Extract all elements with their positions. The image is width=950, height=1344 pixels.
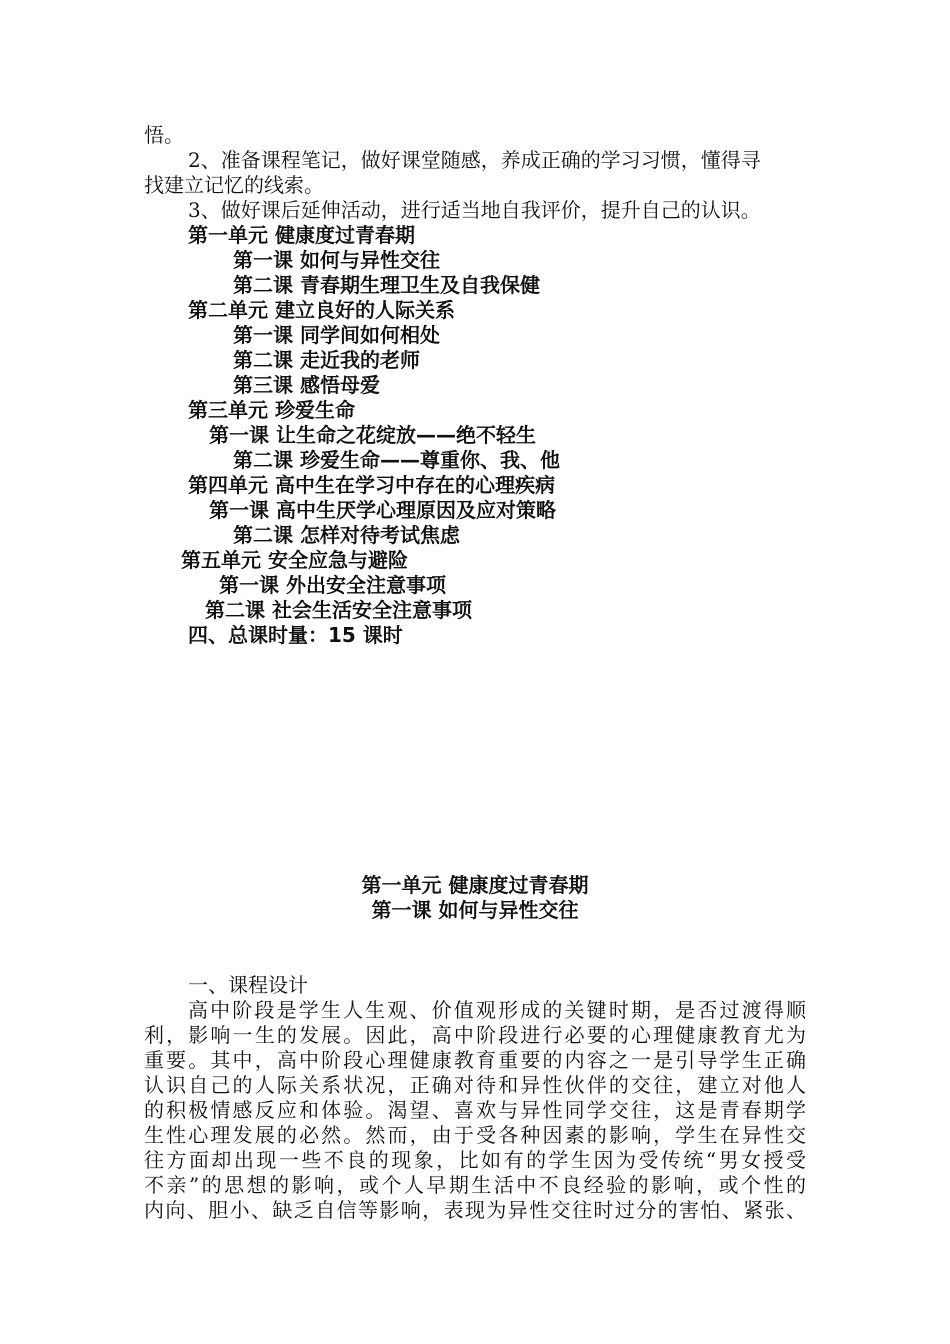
outline-unit: 第一单元 健康度过青春期	[188, 223, 415, 247]
paragraph-line: 生性心理发展的必然。然而，由于受各种因素的影响，学生在异性交	[144, 1123, 806, 1147]
outline-unit: 第五单元 安全应急与避险	[181, 548, 408, 572]
outline-lesson: 第二课 青春期生理卫生及自我保健	[233, 273, 540, 297]
outline-unit: 第二单元 建立良好的人际关系	[188, 298, 455, 322]
intro-line: 2、准备课程笔记，做好课堂随感，养成正确的学习习惯，懂得寻	[188, 148, 761, 172]
outline-lesson: 第一课 外出安全注意事项	[219, 573, 446, 597]
paragraph-line: 内向、胆小、缺乏自信等影响，表现为异性交往时过分的害怕、紧张、	[144, 1198, 806, 1222]
outline-unit: 第四单元 高中生在学习中存在的心理疾病	[188, 473, 555, 497]
outline-lesson: 第一课 如何与异性交往	[233, 248, 440, 272]
outline-lesson: 第二课 社会生活安全注意事项	[205, 598, 472, 622]
intro-line: 找建立记忆的线索。	[144, 173, 324, 197]
intro-line: 3、做好课后延伸活动，进行适当地自我评价，提升自己的认识。	[188, 198, 761, 222]
outline-lesson: 第三课 感悟母爱	[233, 373, 380, 397]
outline-lesson: 第一课 同学间如何相处	[233, 323, 440, 347]
paragraph-line: 的积极情感反应和体验。渴望、喜欢与异性同学交往，这是青春期学	[144, 1098, 806, 1122]
outline-lesson: 第二课 珍爱生命——尊重你、我、他	[233, 448, 560, 472]
section-heading: 一、课程设计	[188, 973, 308, 997]
paragraph-line: 认识自己的人际关系状况，正确对待和异性伙伴的交往，建立对他人	[144, 1073, 806, 1097]
lesson-title: 第一课 如何与异性交往	[371, 898, 579, 922]
paragraph-line: 高中阶段是学生人生观、价值观形成的关键时期，是否过渡得顺	[188, 998, 806, 1022]
paragraph-line: 利，影响一生的发展。因此，高中阶段进行必要的心理健康教育尤为	[144, 1023, 806, 1047]
outline-lesson: 第二课 走近我的老师	[233, 348, 420, 372]
outline-total-hours: 四、总课时量：15 课时	[188, 623, 403, 647]
paragraph-line: 往方面却出现一些不良的现象，比如有的学生因为受传统“男女授受	[144, 1148, 806, 1172]
outline-lesson: 第二课 怎样对待考试焦虑	[233, 523, 460, 547]
paragraph-line: 不亲”的思想的影响，或个人早期生活中不良经验的影响，或个性的	[144, 1173, 806, 1197]
outline-unit: 第三单元 珍爱生命	[188, 398, 355, 422]
outline-lesson: 第一课 高中生厌学心理原因及应对策略	[209, 498, 556, 522]
outline-lesson: 第一课 让生命之花绽放——绝不轻生	[209, 423, 536, 447]
intro-line: 悟。	[144, 123, 184, 147]
paragraph-line: 重要。其中，高中阶段心理健康教育重要的内容之一是引导学生正确	[144, 1048, 806, 1072]
unit-title: 第一单元 健康度过青春期	[361, 873, 589, 897]
course-design-paragraph	[144, 998, 806, 1223]
